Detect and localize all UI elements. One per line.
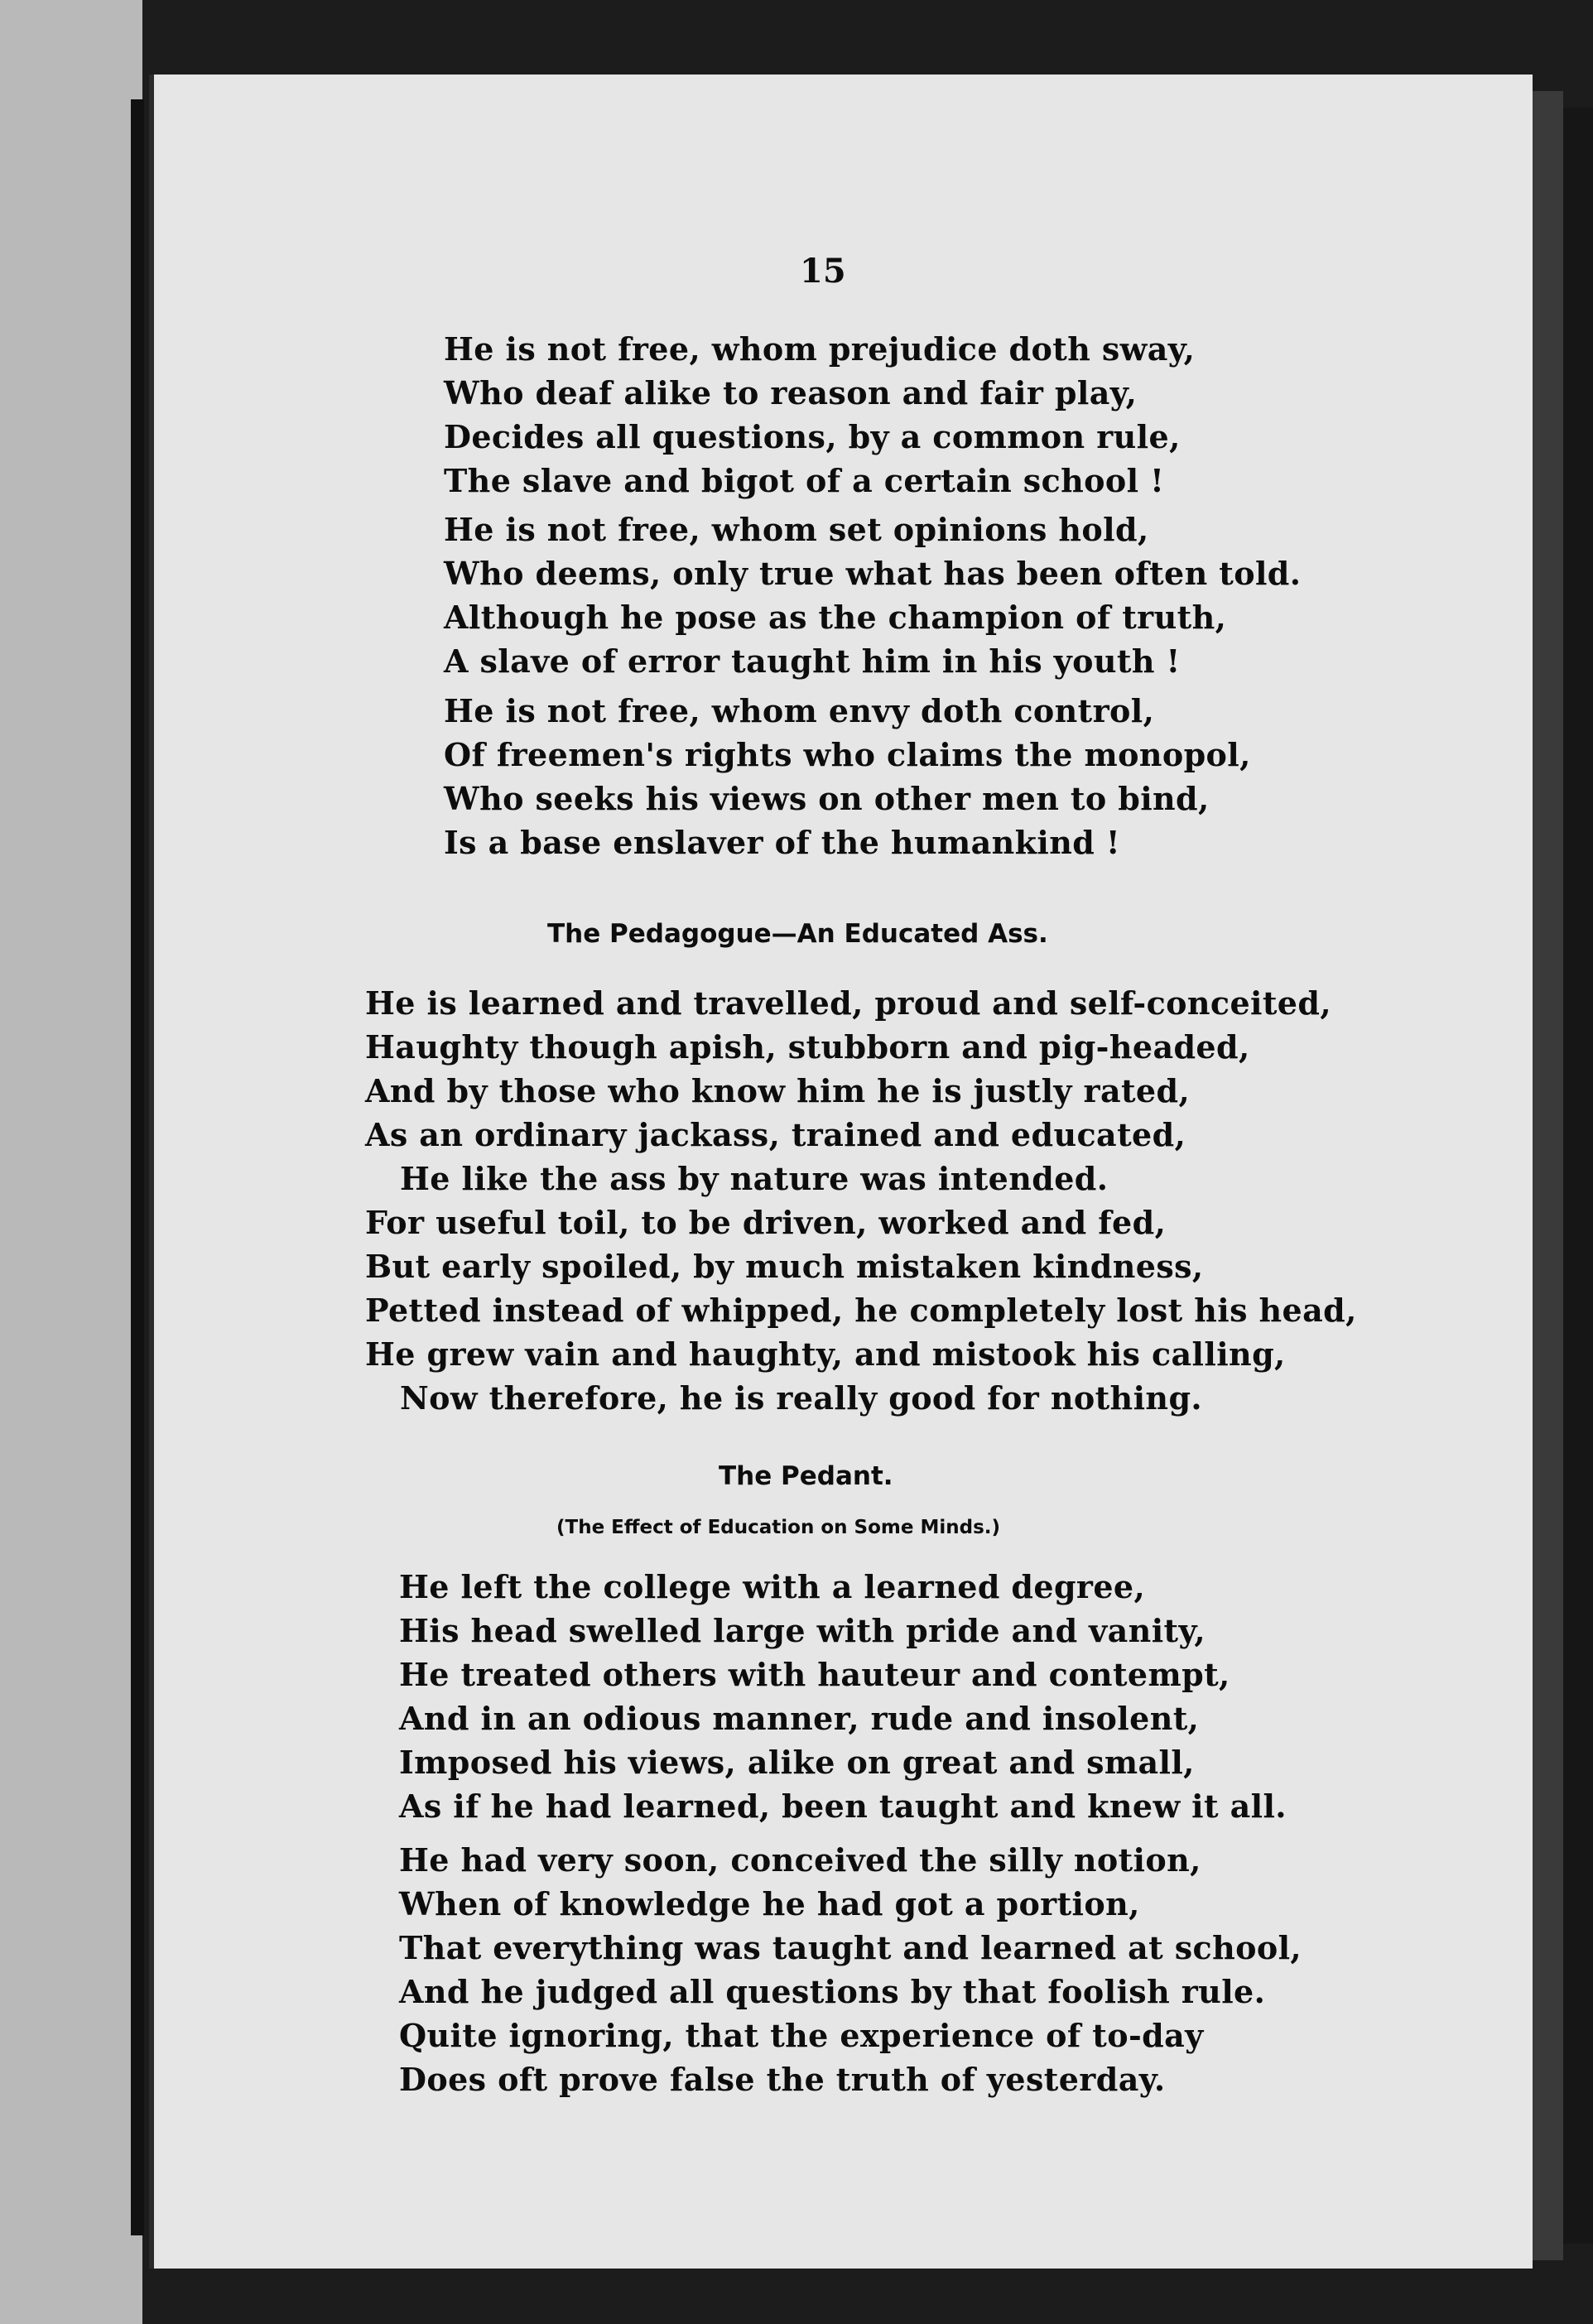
stanza-1 <box>444 327 1195 503</box>
verse-line: He is learned and travelled, proud and self-conceited, <box>365 984 1331 1022</box>
verse-line: And by those who know him he is justly rated, <box>365 1072 1191 1109</box>
stanza-3 <box>444 689 1251 864</box>
verse-line: He is not free, whom prejudice doth sway, <box>444 330 1196 368</box>
verse-line: He treated others with hauteur and contempt, <box>399 1656 1230 1693</box>
verse-line: Who deems, only true what has been often told. <box>444 555 1302 592</box>
verse-line: He is not free, whom set opinions hold, <box>444 511 1149 548</box>
verse-line: For useful toil, to be driven, worked and fed, <box>365 1204 1167 1241</box>
pedant-subtitle: (The Effect of Education on Some Minds.) <box>556 1517 1001 1538</box>
verse-line: Is a base enslaver of the humankind ! <box>444 824 1120 861</box>
verse-line: Imposed his views, alike on great and small, <box>399 1744 1195 1781</box>
page-number: 15 <box>800 252 846 291</box>
pedant-stanza-1 <box>399 1565 1287 1828</box>
pedant-stanza-2 <box>399 1838 1302 2101</box>
verse-line: Quite ignoring, that the experience of to-day <box>399 2017 1204 2054</box>
binding-shadow <box>131 99 144 2235</box>
verse-line: And he judged all questions by that foolish rule. <box>399 1973 1266 2010</box>
verse-line: Who deaf alike to reason and fair play, <box>444 374 1138 411</box>
verse-line: He had very soon, conceived the silly notion, <box>399 1841 1201 1879</box>
verse-line: A slave of error taught him in his youth ! <box>444 642 1181 680</box>
pedagogue-title: The Pedagogue—An Educated Ass. <box>547 919 1048 949</box>
verse-line: He is not free, whom envy doth control, <box>444 692 1155 729</box>
verse-line: That everything was taught and learned at school, <box>399 1929 1302 1966</box>
verse-line: Petted instead of whipped, he completely lost his head, <box>365 1292 1357 1329</box>
pedant-title: The Pedant. <box>719 1461 893 1491</box>
book-page <box>149 75 1533 2269</box>
verse-line: He left the college with a learned degree, <box>399 1568 1146 1605</box>
verse-line: As an ordinary jackass, trained and educated, <box>365 1116 1186 1153</box>
pedagogue-poem <box>365 981 1357 1420</box>
verse-line: He grew vain and haughty, and mistook his calling, <box>365 1335 1286 1373</box>
verse-line: Now therefore, he is really good for nothing. <box>400 1379 1203 1417</box>
page-stack-edge <box>1530 91 1563 2260</box>
verse-line: When of knowledge he had got a portion, <box>399 1885 1140 1922</box>
verse-line: Does oft prove false the truth of yesterday. <box>399 2061 1166 2098</box>
verse-line: And in an odious manner, rude and insolent, <box>399 1700 1200 1737</box>
verse-line: As if he had learned, been taught and knew it all. <box>399 1788 1287 1825</box>
verse-line: His head swelled large with pride and vanity, <box>399 1612 1206 1649</box>
verse-line: The slave and bigot of a certain school ! <box>444 462 1165 499</box>
page-text <box>154 75 1533 2269</box>
verse-line: He like the ass by nature was intended. <box>400 1160 1109 1197</box>
verse-line: Although he pose as the champion of truth, <box>444 599 1227 636</box>
verse-line: Decides all questions, by a common rule, <box>444 418 1181 455</box>
verse-line: But early spoiled, by much mistaken kindness, <box>365 1248 1204 1285</box>
verse-line: Haughty though apish, stubborn and pig-headed, <box>365 1028 1250 1066</box>
stanza-2 <box>444 508 1301 683</box>
facing-page-edge <box>0 0 142 2324</box>
verse-line: Who seeks his views on other men to bind, <box>444 780 1210 817</box>
verse-line: Of freemen's rights who claims the monopol, <box>444 736 1251 773</box>
scan-border <box>1563 108 1593 2244</box>
